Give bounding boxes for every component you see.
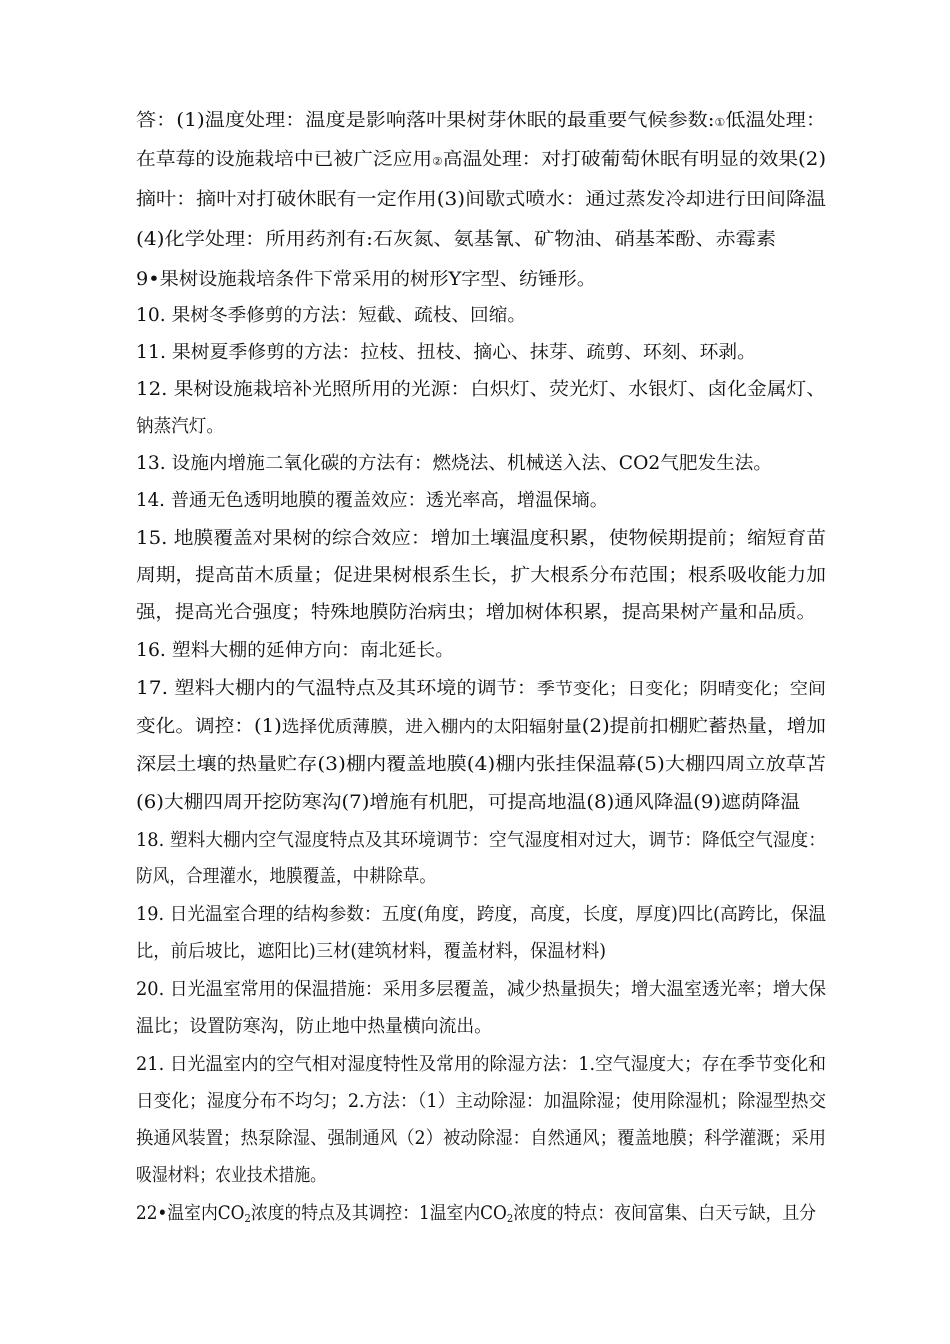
subscript: 2: [244, 1212, 251, 1225]
text-line: [136, 756, 826, 774]
text-segment: 12. 果树设施栽培补光照所用的光源：白炽灯、荧光灯、水银灯、卤化金属灯、: [136, 379, 827, 400]
text-segment: 浓度的特点：夜间富集、白天亏缺，且分: [513, 1203, 816, 1224]
text-line: [136, 794, 800, 812]
text-line: [136, 271, 596, 289]
text-segment: 11. 果树夏季修剪的方法：拉枝、扭枝、摘心、抹芽、疏剪、环刻、环剥。: [136, 342, 756, 363]
text-segment: 18. 塑料大棚内空气湿度特点及其环境调节：空气湿度相对过大，调节：降低空气湿度：: [136, 830, 827, 851]
text-line: [136, 455, 772, 473]
text-line: [136, 680, 826, 698]
text-segment: 14. 普通无色透明地膜的覆盖效应：透光率高，增温保墒。: [136, 490, 609, 511]
text-line: [136, 151, 826, 169]
text-segment: 16. 塑料大棚的延伸方向：南北延长。: [136, 640, 455, 661]
text-segment: 22•温室内CO: [136, 1203, 245, 1224]
text-line: [136, 344, 756, 362]
text-segment: 选择优质薄膜，进入棚内的太阳辐射量: [281, 717, 582, 736]
text-segment: 15. 地膜覆盖对果树的综合效应：增加土壤温度积累，使物候期提前；缩短育苗: [136, 528, 827, 549]
text-segment: 摘叶：摘叶对打破休眠有一定作用(3)间歇式喷水：通过蒸发冷却进行田间降温: [136, 189, 826, 210]
text-segment: 钠蒸汽灯。: [136, 416, 224, 437]
text-segment: 温比；设置防寒沟，防止地中热量横向流出。: [136, 1016, 492, 1037]
text-segment: ②: [432, 155, 443, 168]
text-segment: ①: [714, 116, 726, 129]
text-segment: 强，提高光合强度；特殊地膜防治病虫；增加树体积累，提高果树产量和品质。: [136, 602, 816, 623]
text-line: [136, 1167, 326, 1185]
text-segment: 高温处理：对打破葡萄休眠有明显的效果(2): [442, 149, 827, 170]
text-segment: 吸湿材料；农业技术措施。: [136, 1165, 327, 1186]
text-line: [136, 381, 826, 399]
text-line: [136, 492, 608, 510]
text-segment: 日变化；湿度分布不均匀；2.方法：（1）主动除湿：加温除湿；使用除湿机；除湿型热交: [136, 1091, 827, 1112]
text-segment: 9•果树设施栽培条件下常采用的树形Y字型、纺锤形。: [136, 269, 596, 290]
text-line: [136, 943, 606, 961]
text-segment: 13. 设施内增施二氧化碳的方法有：燃烧法、机械送入法、CO2气肥发生法。: [136, 453, 773, 474]
text-line: [136, 530, 826, 548]
subscript: 2: [506, 1212, 514, 1225]
text-segment: 季节变化；日变化；阴晴变化；空间: [536, 679, 826, 698]
text-line: [136, 418, 224, 436]
text-line: [136, 1056, 826, 1074]
text-segment: (2)提前扣棚贮蓄热量，增加: [581, 716, 826, 737]
text-segment: 防风，合理灌水，地膜覆盖，中耕除草。: [136, 866, 436, 887]
text-segment: 20. 日光温室常用的保温措施：采用多层覆盖，减少热量损失；增大温室透光率；增大保: [136, 979, 827, 1000]
text-segment: (6)大棚四周开挖防寒沟(7)增施有机肥，可提高地温(8)通风降温(9)遮荫降温: [136, 792, 801, 813]
text-line: [136, 307, 526, 325]
text-line: [136, 906, 826, 924]
text-segment: 比，前后坡比，遮阳比)三材(建筑材料，覆盖材料，保温材料): [136, 941, 607, 962]
text-line: [136, 112, 826, 130]
text-segment: 低温处理：: [725, 110, 826, 131]
text-segment: 17. 塑料大棚内的气温特点及其环境的调节：: [136, 678, 537, 699]
text-line: [136, 718, 826, 736]
text-segment: 21. 日光温室内的空气相对湿度特性及常用的除湿方法：1.空气湿度大；存在季节变化和: [136, 1054, 826, 1075]
text-line: [136, 868, 436, 886]
text-segment: 周期，提高苗木质量；促进果树根系生长，扩大根系分布范围；根系吸收能力加: [136, 565, 826, 586]
text-segment: (4)化学处理：所用药剂有:石灰氮、氨基氰、矿物油、硝基苯酚、赤霉素: [136, 229, 776, 250]
text-line: [136, 191, 826, 209]
text-line: [136, 981, 826, 999]
text-line: [136, 1130, 826, 1148]
text-line: [136, 567, 826, 585]
text-segment: 10. 果树冬季修剪的方法：短截、疏枝、回缩。: [136, 305, 527, 326]
text-segment: 换通风装置；热泵除湿、强制通风（2）被动除湿：自然通风；覆盖地膜；科学灌溉；采用: [136, 1128, 827, 1149]
text-line: [136, 604, 816, 622]
text-segment: 变化。调控：(1): [136, 716, 282, 737]
text-line: [136, 1018, 492, 1036]
text-line: [136, 231, 776, 249]
text-line: [136, 642, 454, 660]
text-segment: 深层土壤的热量贮存(3)棚内覆盖地膜(4)棚内张挂保温幕(5)大棚四周立放草苫: [136, 754, 827, 775]
text-segment: 浓度的特点及其调控：1温室内CO: [250, 1203, 507, 1224]
text-line: [136, 832, 826, 850]
text-line: [136, 1205, 816, 1223]
text-line: [136, 1093, 826, 1111]
text-segment: 19. 日光温室合理的结构参数：五度(角度，跨度，高度，长度，厚度)四比(高跨比，保温: [136, 904, 827, 925]
text-segment: 在草莓的设施栽培中已被广泛应用: [136, 149, 433, 170]
text-segment: 答：(1)温度处理：温度是影响落叶果树芽休眠的最重要气候参数:: [136, 110, 715, 131]
